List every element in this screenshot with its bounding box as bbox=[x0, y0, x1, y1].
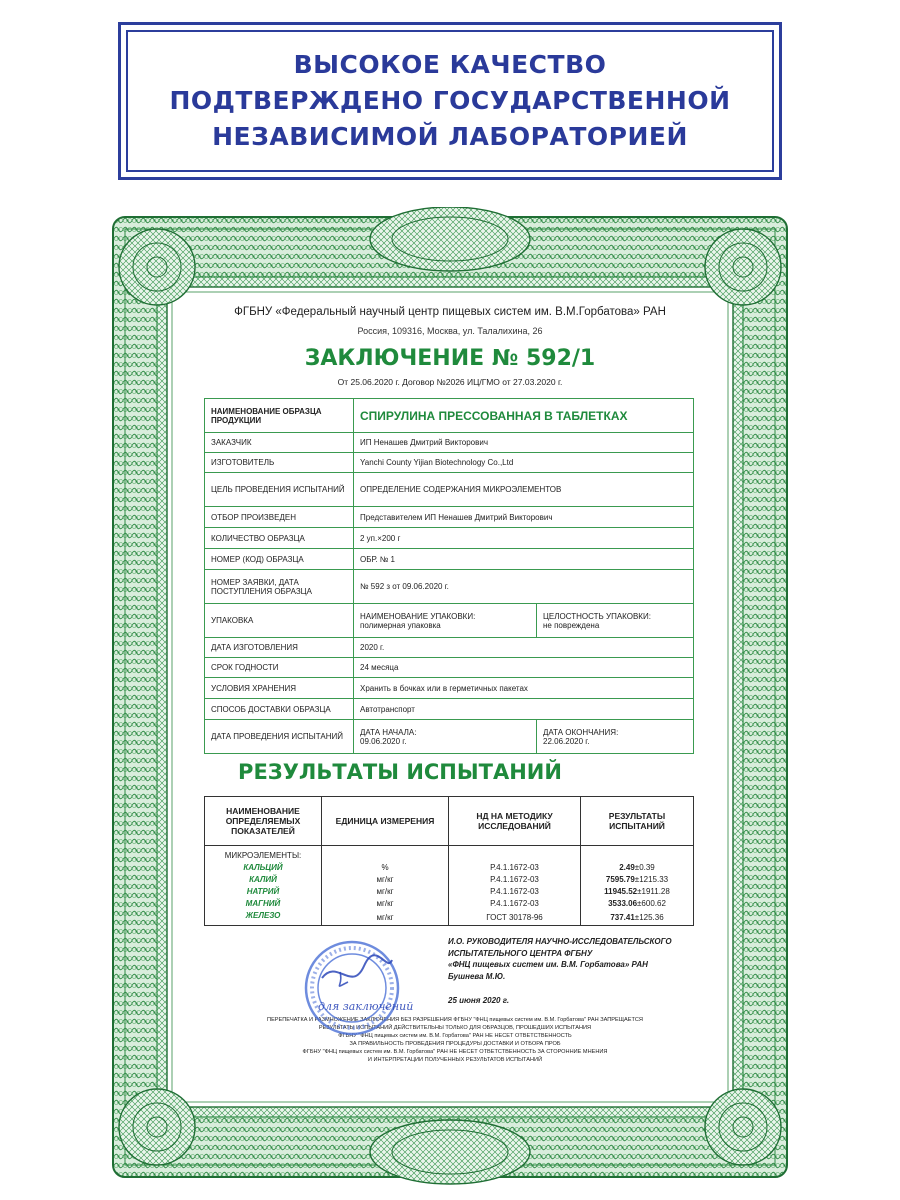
signatory-title-2: ИСПЫТАТЕЛЬНОГО ЦЕНТРА ФГБНУ bbox=[448, 948, 593, 958]
info-label: КОЛИЧЕСТВО ОБРАЗЦА bbox=[205, 528, 354, 549]
info-label: ЦЕЛЬ ПРОВЕДЕНИЯ ИСПЫТАНИЙ bbox=[205, 473, 354, 507]
test-start-value: 09.06.2020 г. bbox=[360, 736, 407, 746]
result-value: 11945.52 bbox=[604, 887, 638, 896]
packaging-name-value: полимерная упаковка bbox=[360, 620, 441, 630]
fine-print-line: ПЕРЕПЕЧАТКА И РАЗМНОЖЕНИЕ ЗАКЛЮЧЕНИЯ БЕЗ РАЗРЕШЕНИЯ ФГБНУ "ФНЦ пищевых систем им. В.М. Горбатова" РАН ЗАПРЕЩАЕТСЯ bbox=[267, 1017, 643, 1023]
info-row bbox=[205, 549, 694, 570]
signatory-name: Бушнева М.Ю. bbox=[448, 971, 506, 981]
info-label: ДАТА ИЗГОТОВЛЕНИЯ bbox=[205, 638, 354, 658]
result-value: 2.49 bbox=[619, 863, 635, 872]
info-label: НАИМЕНОВАНИЕ ОБРАЗЦА ПРОДУКЦИИ bbox=[205, 399, 354, 433]
info-value: ИП Ненашев Дмитрий Викторович bbox=[354, 433, 694, 453]
packaging-name-cell bbox=[354, 604, 537, 638]
signatory-org: «ФНЦ пищевых систем им. В.М. Горбатова» РАН bbox=[448, 960, 648, 969]
info-value: Хранить в бочках или в герметичных пакетах bbox=[354, 678, 694, 699]
info-value: 24 месяца bbox=[354, 658, 694, 678]
empty-cell bbox=[449, 846, 581, 863]
results-row bbox=[205, 886, 694, 898]
organization-address: Россия, 109316, Москва, ул. Талалихина, 26 bbox=[357, 326, 543, 336]
info-value: 2 уп.×200 г bbox=[354, 528, 694, 549]
results-group-label: МИКРОЭЛЕМЕНТЫ: bbox=[205, 846, 322, 863]
official-stamp bbox=[292, 938, 422, 1038]
element-name: КАЛЬЦИЙ bbox=[205, 862, 322, 874]
info-row bbox=[205, 720, 694, 754]
element-result bbox=[581, 898, 694, 910]
fine-print bbox=[210, 1016, 700, 1064]
results-header: НАИМЕНОВАНИЕ ОПРЕДЕЛЯЕМЫХ ПОКАЗАТЕЛЕЙ bbox=[205, 797, 322, 846]
results-title: РЕЗУЛЬТАТЫ ИСПЫТАНИЙ bbox=[238, 760, 562, 784]
element-unit: мг/кг bbox=[322, 898, 449, 910]
packaging-integrity-cell bbox=[537, 604, 694, 638]
element-result bbox=[581, 910, 694, 926]
info-value: Автотранспорт bbox=[354, 699, 694, 720]
info-value: ОБР. № 1 bbox=[354, 549, 694, 570]
info-value: ОПРЕДЕЛЕНИЕ СОДЕРЖАНИЯ МИКРОЭЛЕМЕНТОВ bbox=[354, 473, 694, 507]
fine-print-line: ФГБНУ "ФНЦ пищевых систем им. В.М. Горбатова" РАН НЕ НЕСЕТ ОТВЕТСТВЕННОСТЬ bbox=[338, 1033, 572, 1039]
conclusion-subtitle: От 25.06.2020 г. Договор №2026 ИЦ/ГМО от 27.03.2020 г. bbox=[337, 377, 563, 387]
result-error: ±0.39 bbox=[634, 863, 655, 872]
element-unit: мг/кг bbox=[322, 874, 449, 886]
info-row bbox=[205, 399, 694, 433]
element-method: Р.4.1.1672-03 bbox=[449, 886, 581, 898]
element-name: КАЛИЙ bbox=[205, 874, 322, 886]
headline-line-2: ПОДТВЕРЖДЕНО ГОСУДАРСТВЕННОЙ bbox=[169, 86, 731, 115]
headline-banner-inner bbox=[126, 30, 774, 172]
info-value: 2020 г. bbox=[354, 638, 694, 658]
signatory-title-1: И.О. РУКОВОДИТЕЛЯ НАУЧНО-ИССЛЕДОВАТЕЛЬСКОГО bbox=[448, 937, 672, 946]
results-row bbox=[205, 874, 694, 886]
result-error: ±1911.28 bbox=[637, 887, 670, 896]
info-row bbox=[205, 453, 694, 473]
test-end-value: 22.06.2020 г. bbox=[543, 736, 590, 746]
signature-date: 25 июня 2020 г. bbox=[448, 996, 510, 1005]
results-row bbox=[205, 910, 694, 926]
product-name: СПИРУЛИНА ПРЕССОВАННАЯ В ТАБЛЕТКАХ bbox=[354, 399, 694, 433]
info-label: НОМЕР (КОД) ОБРАЗЦА bbox=[205, 549, 354, 570]
element-method: Р.4.1.1672-03 bbox=[449, 862, 581, 874]
result-value: 7595.79 bbox=[605, 875, 635, 884]
result-error: ±600.62 bbox=[637, 899, 666, 908]
element-method: Р.4.1.1672-03 bbox=[449, 898, 581, 910]
certificate bbox=[105, 207, 795, 1185]
info-row bbox=[205, 528, 694, 549]
element-result bbox=[581, 862, 694, 874]
stamp-handwriting: для заключений bbox=[318, 1000, 414, 1013]
result-value: 3533.06 bbox=[608, 899, 638, 908]
info-label: НОМЕР ЗАЯВКИ, ДАТА ПОСТУПЛЕНИЯ ОБРАЗЦА bbox=[205, 570, 354, 604]
sample-info-table bbox=[204, 398, 694, 754]
element-name: МАГНИЙ bbox=[205, 898, 322, 910]
test-start-label: ДАТА НАЧАЛА: bbox=[360, 727, 417, 737]
headline-line-3: НЕЗАВИСИМОЙ ЛАБОРАТОРИЕЙ bbox=[212, 122, 688, 151]
element-method: ГОСТ 30178-96 bbox=[449, 910, 581, 926]
info-value: № 592 з от 09.06.2020 г. bbox=[354, 570, 694, 604]
results-table bbox=[204, 796, 694, 926]
info-row bbox=[205, 638, 694, 658]
empty-cell bbox=[322, 846, 449, 863]
packaging-name-label: НАИМЕНОВАНИЕ УПАКОВКИ: bbox=[360, 611, 476, 621]
info-label: ОТБОР ПРОИЗВЕДЕН bbox=[205, 507, 354, 528]
organization-name: ФГБНУ «Федеральный научный центр пищевых систем им. В.М.Горбатова» РАН bbox=[234, 306, 666, 318]
result-value: 737.41 bbox=[610, 912, 635, 922]
info-label: СРОК ГОДНОСТИ bbox=[205, 658, 354, 678]
info-value: Представителем ИП Ненашев Дмитрий Викторович bbox=[354, 507, 694, 528]
fine-print-line: ЗА ПРАВИЛЬНОСТЬ ПРОВЕДЕНИЯ ПРОЦЕДУРЫ ДОСТАВКИ И ОТБОРА ПРОБ bbox=[349, 1041, 561, 1047]
element-name: НАТРИЙ bbox=[205, 886, 322, 898]
info-row bbox=[205, 570, 694, 604]
results-row bbox=[205, 862, 694, 874]
info-value: Yanchi County Yijian Biotechnology Co.,Ltd bbox=[354, 453, 694, 473]
element-result bbox=[581, 886, 694, 898]
result-error: ±1215.33 bbox=[634, 875, 669, 884]
element-method: Р.4.1.1672-03 bbox=[449, 874, 581, 886]
info-label: СПОСОБ ДОСТАВКИ ОБРАЗЦА bbox=[205, 699, 354, 720]
empty-cell bbox=[581, 846, 694, 863]
packaging-integrity-value: не повреждена bbox=[543, 620, 600, 630]
element-unit: мг/кг bbox=[322, 886, 449, 898]
info-label: УСЛОВИЯ ХРАНЕНИЯ bbox=[205, 678, 354, 699]
info-row bbox=[205, 699, 694, 720]
results-row bbox=[205, 898, 694, 910]
test-end-cell bbox=[537, 720, 694, 754]
results-header: РЕЗУЛЬТАТЫ ИСПЫТАНИЙ bbox=[581, 797, 694, 846]
info-row bbox=[205, 658, 694, 678]
fine-print-line: ФГБНУ "ФНЦ пищевых систем им. В.М. Горбатова" РАН НЕ НЕСЕТ ОТВЕТСТВЕННОСТЬ ЗА СТОРОННИЕ МНЕНИЯ bbox=[302, 1049, 608, 1055]
results-header: ЕДИНИЦА ИЗМЕРЕНИЯ bbox=[322, 797, 449, 846]
headline-banner bbox=[118, 22, 782, 180]
results-header-row bbox=[205, 797, 694, 846]
info-row bbox=[205, 507, 694, 528]
conclusion-title: ЗАКЛЮЧЕНИЕ № 592/1 bbox=[304, 346, 596, 371]
results-header: НД НА МЕТОДИКУ ИССЛЕДОВАНИЙ bbox=[449, 797, 581, 846]
info-row bbox=[205, 433, 694, 453]
info-label: УПАКОВКА bbox=[205, 604, 354, 638]
element-unit: % bbox=[322, 862, 449, 874]
fine-print-line: И ИНТЕРПРЕТАЦИИ ПОЛУЧЕННЫХ РЕЗУЛЬТАТОВ ИСПЫТАНИЙ bbox=[367, 1057, 543, 1063]
fine-print-line: РЕЗУЛЬТАТЫ ИСПЫТАНИЙ ДЕЙСТВИТЕЛЬНЫ ТОЛЬКО ДЛЯ ОБРАЗЦОВ, ПРОШЕДШИХ ИСПЫТАНИЯ bbox=[318, 1025, 592, 1031]
packaging-integrity-label: ЦЕЛОСТНОСТЬ УПАКОВКИ: bbox=[543, 611, 651, 621]
test-end-label: ДАТА ОКОНЧАНИЯ: bbox=[543, 727, 619, 737]
info-row bbox=[205, 604, 694, 638]
element-name: ЖЕЛЕЗО bbox=[205, 910, 322, 926]
test-start-cell bbox=[354, 720, 537, 754]
result-error: ±125.36 bbox=[634, 912, 664, 922]
element-result bbox=[581, 874, 694, 886]
info-label: ИЗГОТОВИТЕЛЬ bbox=[205, 453, 354, 473]
element-unit: мг/кг bbox=[322, 910, 449, 926]
headline-line-1: ВЫСОКОЕ КАЧЕСТВО bbox=[293, 50, 607, 79]
info-label: ДАТА ПРОВЕДЕНИЯ ИСПЫТАНИЙ bbox=[205, 720, 354, 754]
signature-block bbox=[448, 936, 698, 982]
info-row bbox=[205, 678, 694, 699]
info-label: ЗАКАЗЧИК bbox=[205, 433, 354, 453]
info-row bbox=[205, 473, 694, 507]
results-group-row bbox=[205, 846, 694, 863]
